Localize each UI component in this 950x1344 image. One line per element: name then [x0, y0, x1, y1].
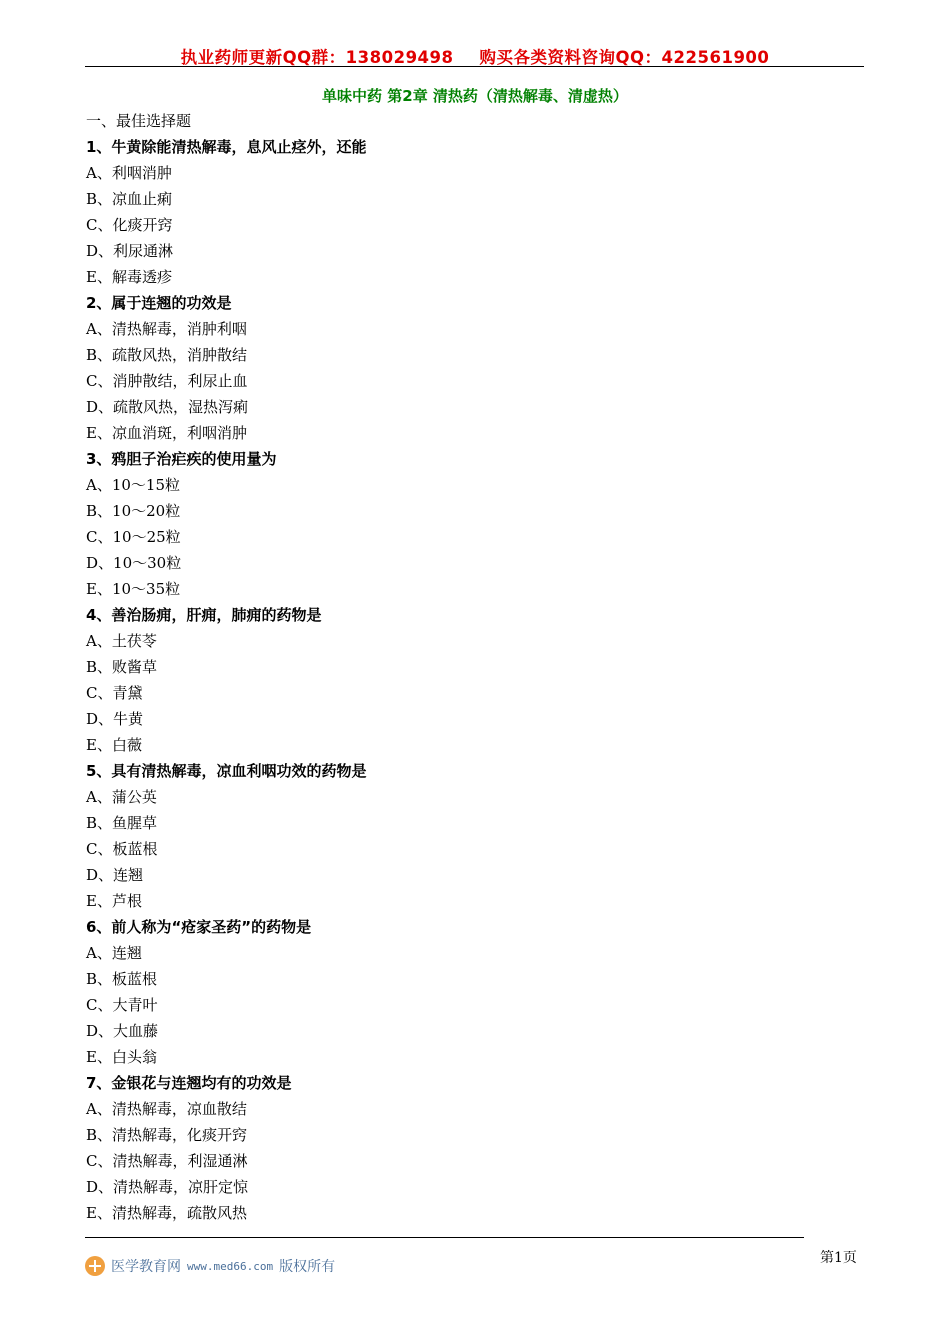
answer-option: E、白头翁 [86, 1048, 157, 1066]
answer-option: D、牛黄 [86, 710, 144, 728]
answer-option: B、10～20粒 [86, 502, 181, 520]
answer-option: C、青黛 [86, 684, 143, 702]
answer-option: E、白薇 [86, 736, 142, 754]
page-header [0, 44, 950, 68]
answer-option: D、清热解毒，凉肝定惊 [86, 1178, 249, 1196]
answer-option: A、土茯苓 [86, 632, 157, 650]
answer-option: D、疏散风热，湿热泻痢 [86, 398, 249, 416]
answer-option: D、连翘 [86, 866, 144, 884]
answer-option: E、凉血消斑，利咽消肿 [86, 424, 247, 442]
answer-option: D、10～30粒 [86, 554, 182, 572]
answer-option: C、板蓝根 [86, 840, 158, 858]
answer-option: A、清热解毒，消肿利咽 [86, 320, 247, 338]
footer-brand: 医学教育网 [111, 1259, 181, 1275]
answer-option: A、蒲公英 [86, 788, 157, 806]
answer-option: B、鱼腥草 [86, 814, 158, 832]
answer-option: A、利咽消肿 [86, 164, 172, 182]
question-stem: 4、善治肠痈，肝痈，肺痈的药物是 [86, 606, 322, 624]
answer-option: C、消肿散结，利尿止血 [86, 372, 248, 390]
answer-option: C、10～25粒 [86, 528, 181, 546]
answer-option: E、芦根 [86, 892, 142, 910]
header-divider [85, 66, 864, 67]
answer-option: B、败酱草 [86, 658, 158, 676]
question-stem: 7、金银花与连翘均有的功效是 [86, 1074, 292, 1092]
logo-icon [85, 1256, 105, 1276]
answer-option: A、清热解毒，凉血散结 [86, 1100, 247, 1118]
document-body [86, 108, 866, 1226]
answer-option: C、清热解毒，利湿通淋 [86, 1152, 248, 1170]
answer-option: B、凉血止痢 [86, 190, 173, 208]
question-stem: 1、牛黄除能清热解毒，息风止痉外，还能 [86, 138, 367, 156]
answer-option: E、清热解毒，疏散风热 [86, 1204, 247, 1222]
answer-option: D、利尿通淋 [86, 242, 174, 260]
question-stem: 2、属于连翘的功效是 [86, 294, 232, 312]
question-stem: 3、鸦胆子治疟疾的使用量为 [86, 450, 277, 468]
header-contact: 购买各类资料咨询QQ：422561900 [479, 48, 770, 67]
question-stem: 5、具有清热解毒，凉血利咽功效的药物是 [86, 762, 367, 780]
answer-option: E、解毒透疹 [86, 268, 172, 286]
header-qq-group: 执业药师更新QQ群：138029498 [180, 48, 454, 67]
question-stem: 6、前人称为“疮家圣药”的药物是 [86, 918, 312, 936]
answer-option: C、大青叶 [86, 996, 158, 1014]
answer-option: A、连翘 [86, 944, 142, 962]
answer-option: C、化痰开窍 [86, 216, 173, 234]
answer-option: E、10～35粒 [86, 580, 181, 598]
page-footer [85, 1256, 335, 1276]
section-heading: 一、最佳选择题 [86, 112, 192, 130]
answer-option: A、10～15粒 [86, 476, 181, 494]
answer-option: B、清热解毒，化痰开窍 [86, 1126, 248, 1144]
answer-option: D、大血藤 [86, 1022, 159, 1040]
footer-divider [85, 1237, 804, 1238]
question-list [86, 134, 866, 1226]
chapter-title: 单味中药 第2章 清热药（清热解毒、清虚热） [322, 87, 628, 105]
footer-url[interactable]: www.med66.com [187, 1259, 274, 1273]
footer-rights: 版权所有 [279, 1259, 336, 1275]
page-number: 第1页 [820, 1250, 857, 1266]
answer-option: B、疏散风热，消肿散结 [86, 346, 248, 364]
answer-option: B、板蓝根 [86, 970, 158, 988]
